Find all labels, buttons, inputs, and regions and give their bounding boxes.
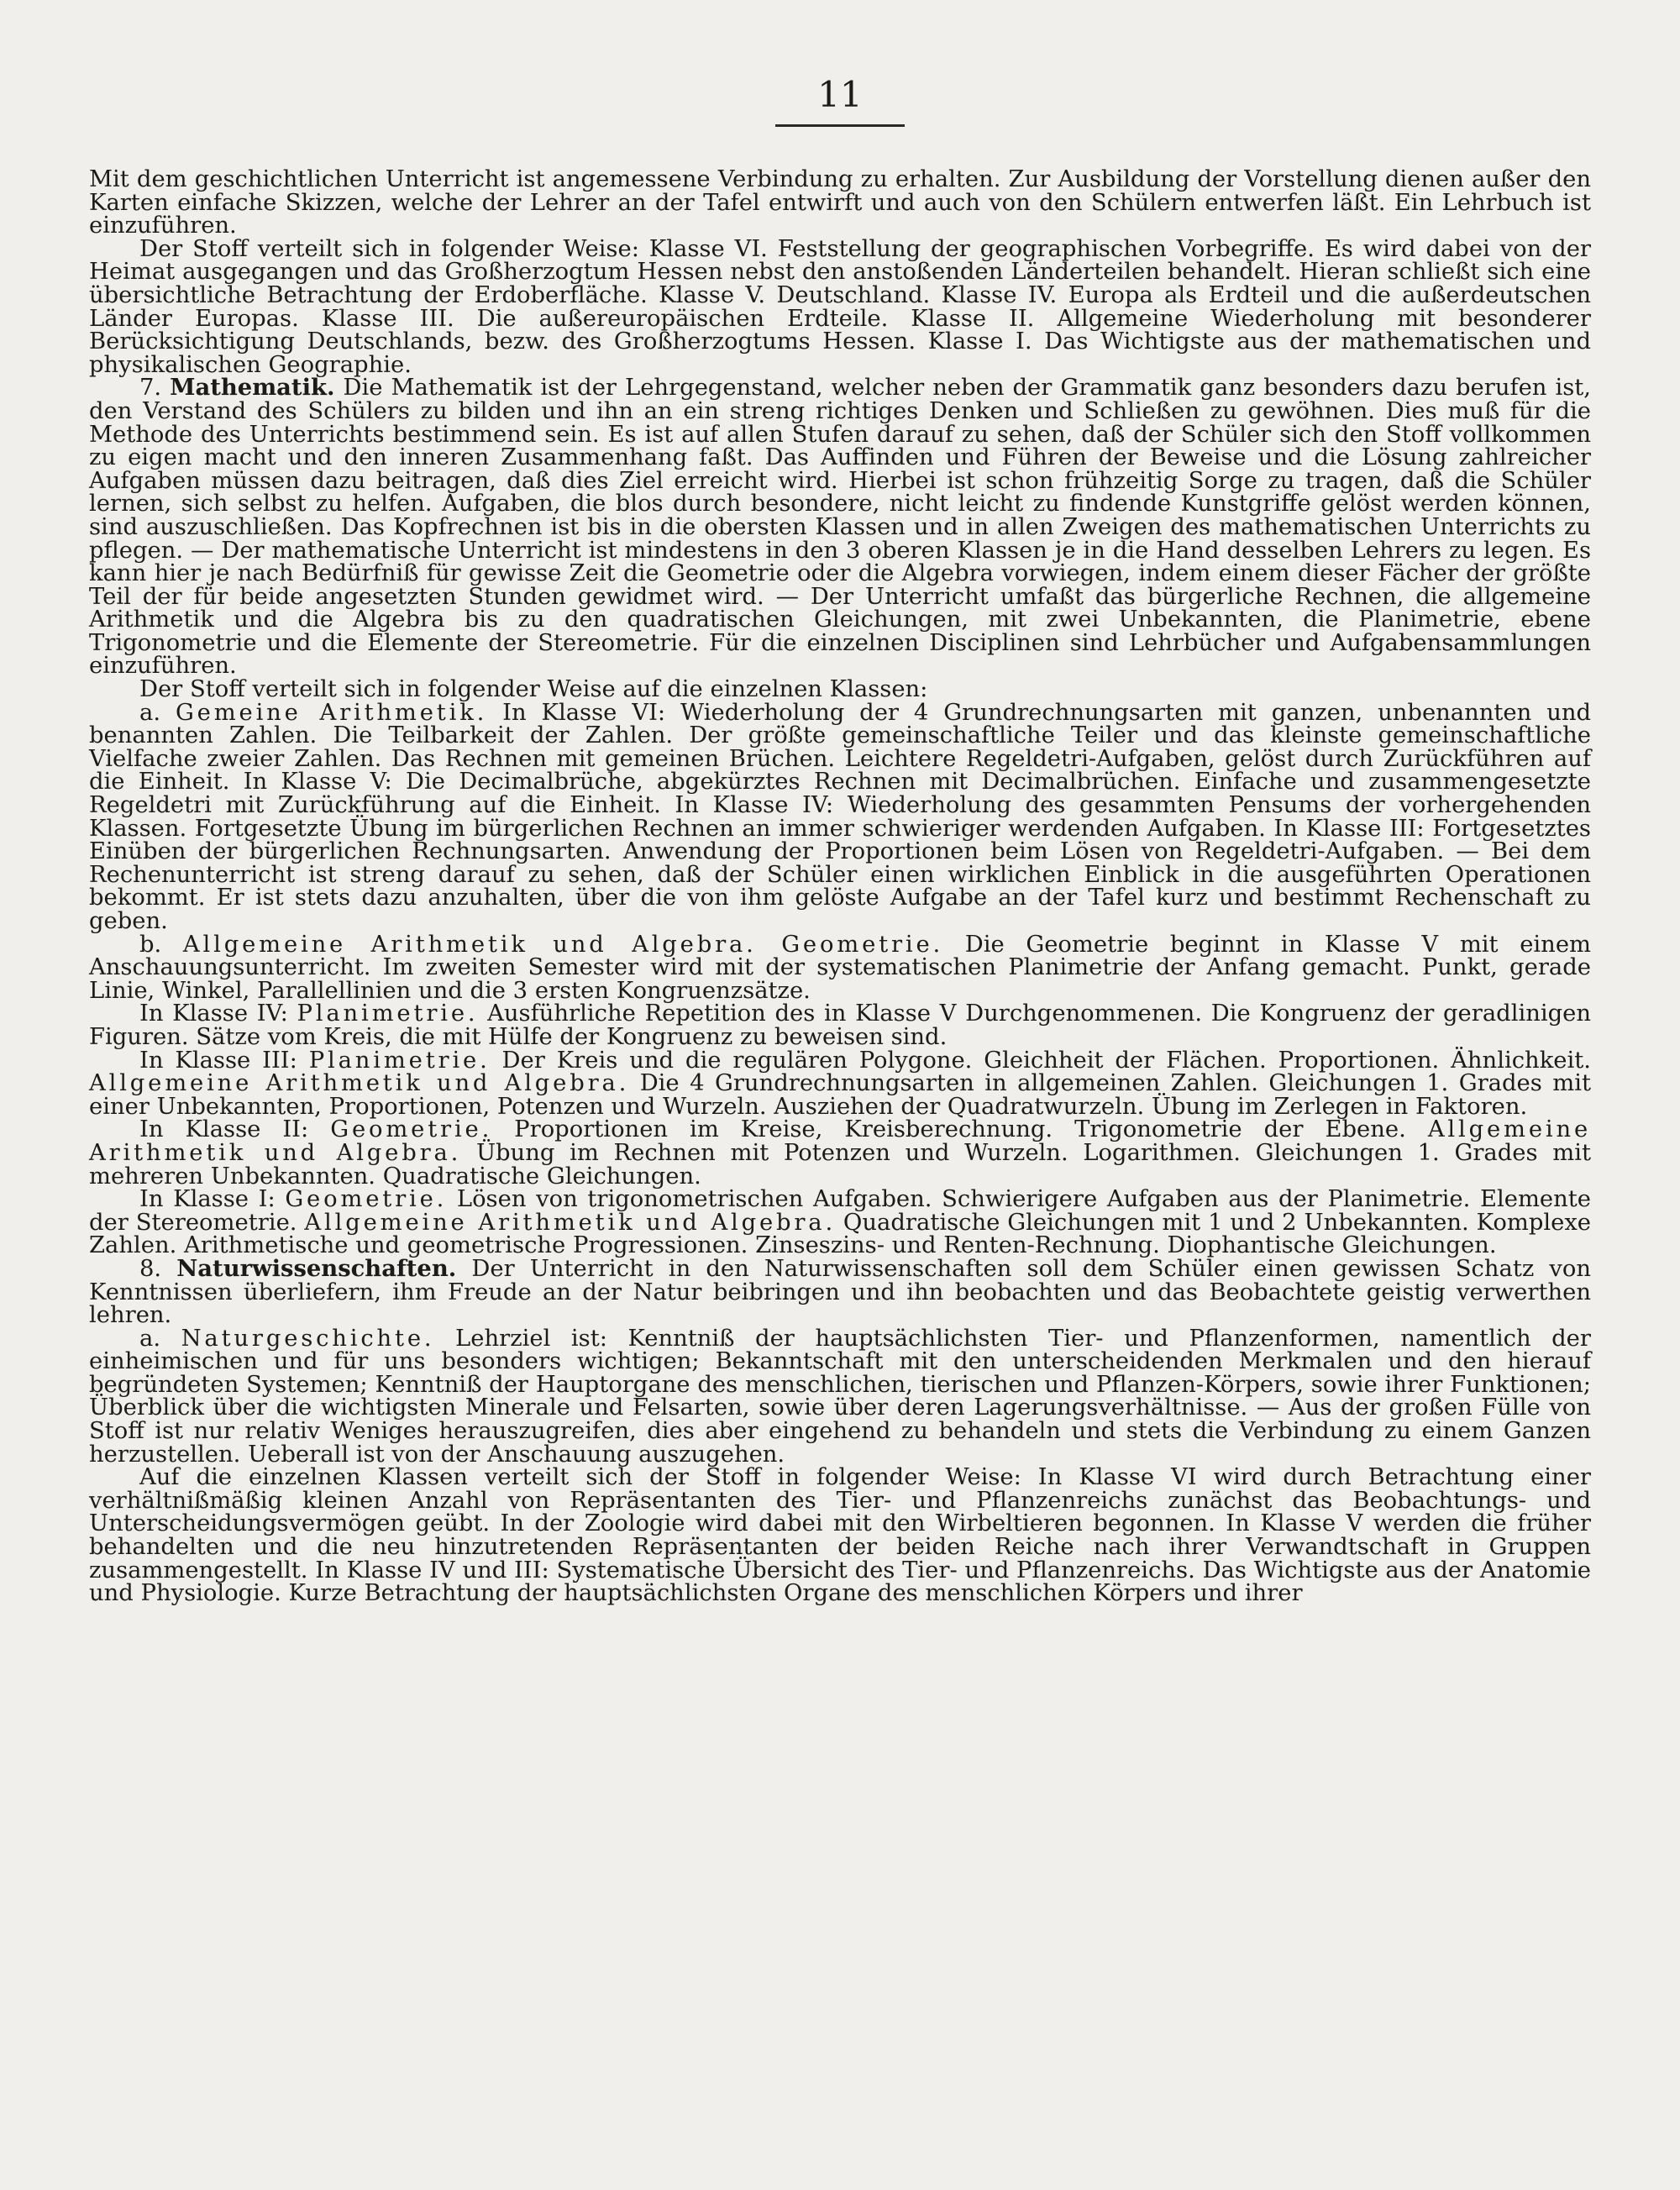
text-run: Übung im Rechnen mit Potenzen und Wurzeln. Logarithmen. Gleichungen 1. Grades mit mehreren Unbekannten. Quadratische Gleichungen. [89, 1139, 1591, 1190]
text-run: a. [139, 699, 176, 726]
text-run: In Klasse I: [139, 1186, 286, 1213]
spaced-emphasis: Allgemeine Arithmetik und Algebra. [89, 1116, 1592, 1166]
text-run: Der Stoff verteilt sich in folgender Weise auf die einzelnen Klassen: [139, 676, 928, 703]
text-run: Der Stoff verteilt sich in folgender Weise: Klasse VI. Feststellung der geographischen Vorbegriffe. Es wird dabei von der Heimat ausgegangen und das Großherzogtum Hessen nebst den anstoßenden Länderteilen behandelt. Hieran schließt sich eine übersichtliche Betrachtung der Erdoberfläche. Klasse V. Deutschland. Klasse IV. Europa als Erdteil und die außerdeutschen Länder Europas. Klasse III. Die außereuropäischen Erdteile. Klasse II. Allgemeine Wiederholung mit besonderer Berücksichtigung Deutschlands, bezw. des Großherzogtums Hessen. Klasse I. Das Wichtigste aus der mathematischen und physikalischen Geographie. [89, 235, 1591, 378]
paragraph-p4 [89, 678, 1591, 701]
paragraph-p10 [89, 1188, 1591, 1258]
text-run: In Klasse IV: [139, 1000, 297, 1027]
paragraph-p8 [89, 1049, 1591, 1119]
text-run: Lösen von trigonometrischen Aufgaben. Schwierigere Aufgaben aus der Planimetrie. Elemente der Stereometrie. [89, 1186, 1591, 1236]
spaced-emphasis: Planimetrie. [297, 1000, 479, 1027]
section-heading: Mathematik. [170, 374, 335, 402]
text-run: Die Geometrie beginnt in Klasse V mit einem Anschauungsunterricht. Im zweiten Semester wird mit der systematischen Planimetrie der Anfang gemacht. Punkt, gerade Linie, Winkel, Parallellinien und die 3 ersten Kongruenzsätze. [89, 931, 1592, 1004]
body-text [89, 168, 1591, 1605]
spaced-emphasis: Allgemeine Arithmetik und Algebra. [89, 1070, 630, 1097]
section-heading: Naturwissenschaften. [176, 1254, 457, 1282]
text-run: b. [139, 931, 183, 958]
spaced-emphasis: Naturgeschichte. [181, 1325, 435, 1352]
text-run: Die Mathematik ist der Lehrgegenstand, welcher neben der Grammatik ganz besonders dazu berufen ist, den Verstand des Schülers zu bilden und ihn an ein streng richtiges Denken und Schließen zu gewöhnen. Dies muß für die Methode des Unterrichts bestimmend sein. Es ist auf allen Stufen darauf zu sehen, daß der Schüler sich den Stoff vollkommen zu eigen macht und den inneren Zusammenhang faßt. Das Auffinden und Führen der Beweise und die Lösung zahlreicher Aufgaben müssen dazu beitragen, daß dies Ziel erreicht wird. Hierbei ist schon frühzeitig Sorge zu tragen, daß die Schüler lernen, sich selbst zu helfen. Aufgaben, die blos durch besondere, nicht leicht zu findende Kunstgriffe gelöst werden können, sind auszuschließen. Das Kopfrechnen ist bis in die obersten Klassen und in allen Zweigen des mathematischen Unterrichts zu pflegen. — Der mathematische Unterricht ist mindestens in den 3 oberen Klassen je in die Hand desselben Lehrers zu legen. Es kann hier je nach Bedürfniß für gewisse Zeit die Geometrie oder die Algebra vorwiegen, indem einem dieser Fächer der größte Teil der für beide angesetzten Stunden gewidmet wird. — Der Unterricht umfaßt das bürgerliche Rechnen, die allgemeine Arithmetik und die Algebra bis zu den quadratischen Gleichungen, mit zwei Unbekannten, die Planimetrie, ebene Trigonometrie und die Elemente der Stereometrie. Für die einzelnen Disciplinen sind Lehrbücher und Aufgabensammlungen einzuführen. [89, 375, 1591, 680]
paragraph-p6 [89, 933, 1591, 1003]
page-header [0, 74, 1680, 127]
paragraph-p1 [89, 168, 1591, 238]
text-run: 7. [139, 375, 171, 402]
text-run: Auf die einzelnen Klassen verteilt sich der Stoff in folgender Weise: In Klasse VI wird durch Betrachtung einer verhältnißmäßig kleinen Anzahl von Repräsentanten des Tier- und Pflanzenreichs zunächst das Beobachtungs- und Unterscheidungsvermögen geübt. In der Zoologie wird dabei mit den Wirbeltieren begonnen. In Klasse V werden die früher behandelten und die neu hinzutretenden Repräsentanten der beiden Reiche nach ihrer Verwandtschaft in Gruppen zusammengestellt. In Klasse IV und III: Systematische Übersicht des Tier- und Pflanzenreichs. Das Wichtigste aus der Anatomie und Physiologie. Kurze Betrachtung der hauptsächlichsten Organe des menschlichen Körpers und ihrer [89, 1464, 1591, 1607]
text-run: In Klasse II: [139, 1116, 331, 1143]
text-run: Ausführliche Repetition des in Klasse V Durchgenommenen. Die Kongruenz der geradlinigen Figuren. Sätze vom Kreis, die mit Hülfe der Kongruenz zu beweisen sind. [89, 1000, 1591, 1050]
spaced-emphasis: Allgemeine Arithmetik und Algebra. Geometrie. [182, 931, 944, 958]
paragraph-p3 [89, 376, 1591, 678]
spaced-emphasis: Geometrie. [285, 1186, 448, 1213]
page-number: 11 [775, 77, 904, 127]
paragraph-p7 [89, 1002, 1591, 1048]
text-run: In Klasse VI: Wiederholung der 4 Grundrechnungsarten mit ganzen, unbenannten und benannten Zahlen. Die Teilbarkeit der Zahlen. Der größte gemeinschaftliche Teiler und das kleinste gemeinschaftliche Vielfache zweier Zahlen. Das Rechnen mit gemeinen Brüchen. Leichtere Regeldetri-Aufgaben, gelöst durch Zurückführen auf die Einheit. In Klasse V: Die Decimalbrüche, abgekürztes Rechnen mit Decimalbrüchen. Einfache und zusammengesetzte Regeldetri mit Zurückführung auf die Einheit. In Klasse IV: Wiederholung des gesammten Pensums der vorhergehenden Klassen. Fortgesetzte Übung im bürgerlichen Rechnen an immer schwieriger werdenden Aufgaben. In Klasse III: Fortgesetztes Einüben der bürgerlichen Rechnungsarten. Anwendung der Proportionen beim Lösen von Regeldetri-Aufgaben. — Bei dem Rechenunterricht ist streng darauf zu sehen, daß der Schüler einen wirklichen Einblick in die ausgeführten Operationen bekommt. Er ist stets dazu anzuhalten, über die von ihm gelöste Aufgabe an der Tafel kurz und bestimmt Rechenschaft zu geben. [89, 699, 1592, 934]
spaced-emphasis: Allgemeine Arithmetik und Algebra. [304, 1209, 837, 1236]
paragraph-p12 [89, 1327, 1591, 1467]
paragraph-p13 [89, 1466, 1591, 1605]
text-run: Proportionen im Kreise, Kreisberechnung. Trigonometrie der Ebene. [492, 1116, 1428, 1143]
text-run: Der Unterricht in den Naturwissenschaften soll dem Schüler einen gewissen Schatz von Kenntnissen überliefern, ihm Freude an der Natur beibringen und ihn beobachten und das Beobachtete geistig verwerthen lehren. [89, 1255, 1592, 1329]
text-run: Die 4 Grundrechnungsarten in allgemeinen Zahlen. Gleichungen 1. Grades mit einer Unbekannten, Proportionen, Potenzen und Wurzeln. Ausziehen der Quadratwurzeln. Übung im Zerlegen in Faktoren. [89, 1070, 1591, 1120]
paragraph-p2 [89, 235, 1591, 378]
text-run: Mit dem geschichtlichen Unterricht ist angemessene Verbindung zu erhalten. Zur Ausbildung der Vorstellung dienen außer den Karten einfache Skizzen, welche der Lehrer an der Tafel entwirft und auch von den Schülern entwerfen läßt. Ein Lehrbuch ist einzuführen. [89, 166, 1591, 239]
spaced-emphasis: Geometrie. [330, 1116, 493, 1143]
paragraph-p5 [89, 701, 1591, 933]
paragraph-p9 [89, 1118, 1591, 1188]
text-run: 8. [139, 1255, 177, 1282]
spaced-emphasis: Gemeine Arithmetik. [175, 699, 488, 726]
text-run: Der Kreis und die regulären Polygone. Gleichheit der Flächen. Proportionen. Ähnlichkeit. [490, 1047, 1591, 1074]
text-run: Quadratische Gleichungen mit 1 und 2 Unbekannten. Komplexe Zahlen. Arithmetische und geometrische Progressionen. Zinseszins- und Renten-Rechnung. Diophantische Gleichungen. [89, 1209, 1591, 1259]
text-run: Lehrziel ist: Kenntniß der hauptsächlichsten Tier- und Pflanzenformen, namentlich der einheimischen und für uns besonders wichtigen; Bekanntschaft mit den unterscheidenden Merkmalen und den hierauf begründeten Systemen; Kenntniß der Hauptorgane des menschlichen, tierischen und Pflanzen-Körpers, sowie ihrer Funktionen; Überblick über die wichtigsten Minerale und Felsarten, sowie über deren Lagerungsverhältnisse. — Aus der großen Fülle von Stoff ist nur relativ Weniges herauszugreifen, dies aber eingehend zu behandeln und stets die Verbindung zu einem Ganzen herzustellen. Ueberall ist von der Anschauung auszugehen. [89, 1325, 1591, 1468]
text-run: a. [139, 1325, 181, 1352]
paragraph-p11 [89, 1254, 1592, 1329]
text-run: In Klasse III: [139, 1047, 309, 1074]
spaced-emphasis: Planimetrie. [308, 1047, 491, 1074]
